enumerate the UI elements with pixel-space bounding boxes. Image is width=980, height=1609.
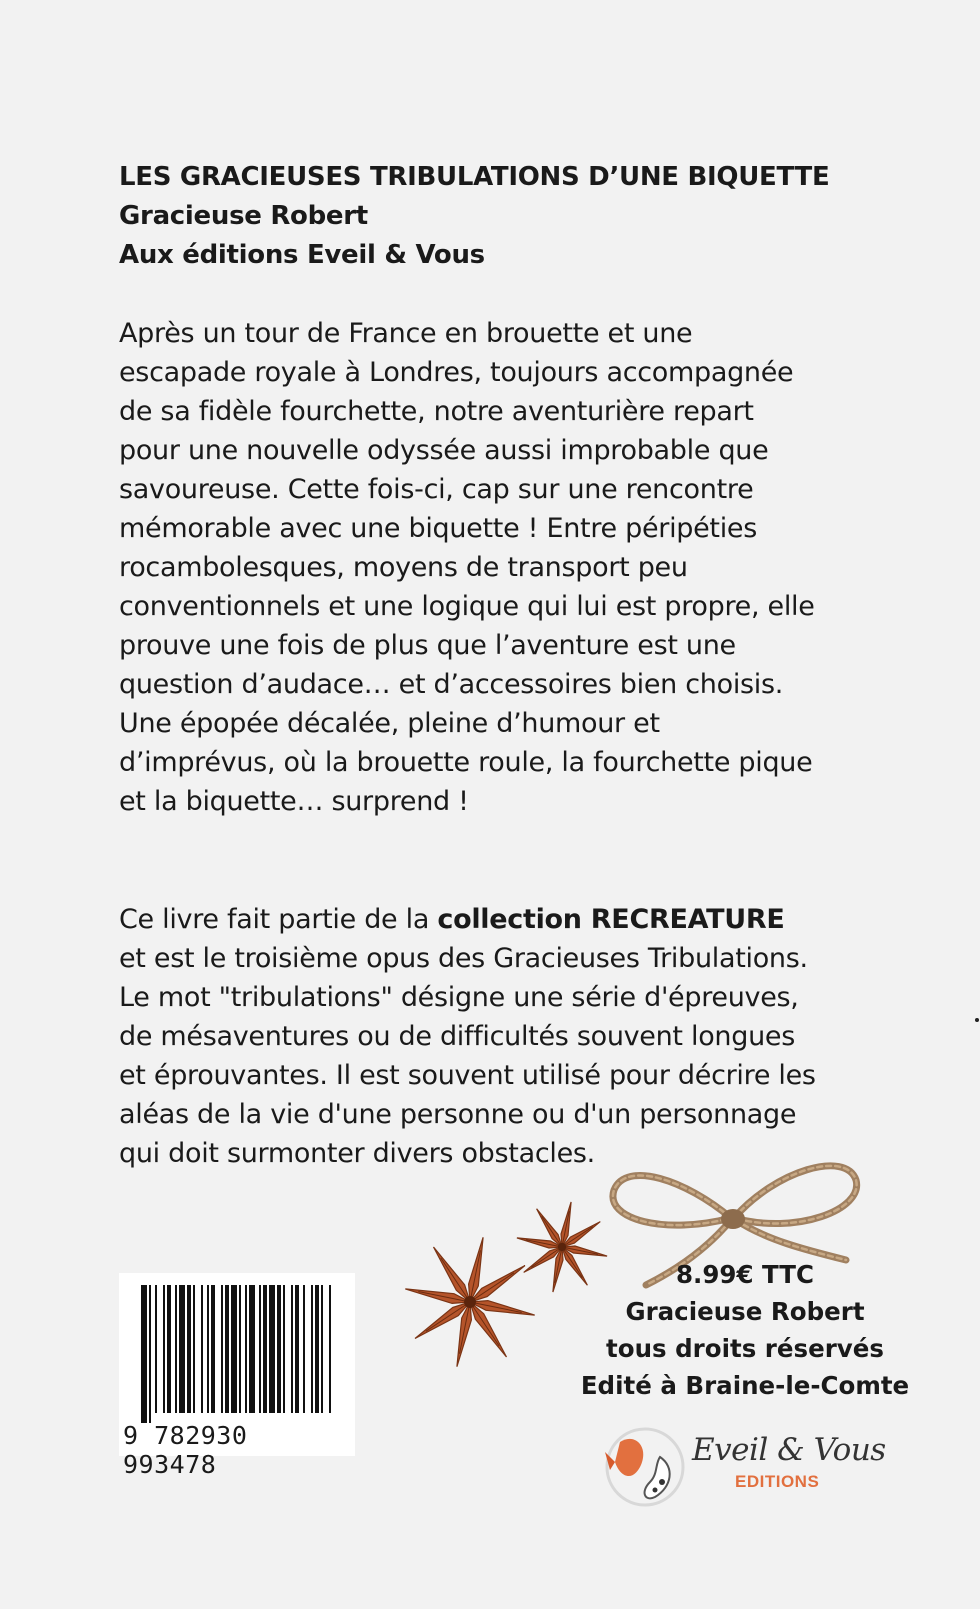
barcode-bar <box>211 1285 215 1413</box>
barcode-bar <box>329 1285 331 1413</box>
book-heading <box>119 158 829 275</box>
barcode-bar <box>245 1285 247 1413</box>
price-info <box>560 1256 930 1404</box>
collection-line: et éprouvantes. Il est souvent utilisé pour décrire les <box>119 1060 816 1091</box>
publish-place: Edité à Braine-le-Comte <box>580 1371 910 1400</box>
collection-line: et est le troisième opus des Gracieuses Tribulations. <box>119 943 808 974</box>
synopsis-line: savoureuse. Cette fois-ci, cap sur une rencontre <box>119 474 754 505</box>
barcode-bar <box>221 1285 223 1413</box>
synopsis-line: question d’audace… et d’accessoires bien choisis. <box>119 669 784 700</box>
price: 8.99€ TTC <box>676 1260 814 1289</box>
isbn-barcode <box>119 1273 355 1479</box>
anise-center <box>464 1296 476 1308</box>
barcode-bar <box>167 1285 171 1413</box>
barcode-bar <box>303 1285 305 1413</box>
barcode-bar <box>239 1285 241 1413</box>
synopsis-line: mémorable avec une biquette ! Entre péripéties <box>119 513 757 544</box>
book-author: Gracieuse Robert <box>119 201 368 231</box>
barcode-bars <box>119 1273 355 1423</box>
publisher-logo <box>600 1422 886 1512</box>
publisher-line: Aux éditions Eveil & Vous <box>119 240 485 270</box>
barcode-bar <box>179 1285 185 1413</box>
collection-first-line <box>119 900 859 939</box>
collection-line: aléas de la vie d'une personne ou d'un personnage <box>119 1099 797 1130</box>
collection-line: qui doit surmonter divers obstacles. <box>119 1138 595 1169</box>
synopsis-line: rocambolesques, moyens de transport peu <box>119 552 688 583</box>
barcode-bar <box>149 1285 151 1423</box>
anise-center <box>558 1243 566 1251</box>
barcode-bar <box>311 1285 313 1413</box>
edge-dot <box>975 1018 979 1022</box>
barcode-bar <box>315 1285 319 1413</box>
synopsis-line: pour une nouvelle odyssée aussi improbable que <box>119 435 769 466</box>
info-author: Gracieuse Robert <box>625 1297 865 1326</box>
collection-line: de mésaventures ou de difficultés souvent longues <box>119 1021 795 1052</box>
synopsis-line: et la biquette… surprend ! <box>119 786 469 817</box>
logo-name: Eveil & Vous <box>692 1432 886 1468</box>
barcode-bar <box>269 1285 275 1413</box>
barcode-bar <box>155 1285 157 1413</box>
rights: tous droits réservés <box>606 1334 884 1363</box>
logo-sub: EDITIONS <box>735 1472 820 1491</box>
synopsis-paragraph <box>119 314 859 821</box>
synopsis-line: escapade royale à Londres, toujours accompagnée <box>119 357 794 388</box>
barcode-bar <box>263 1285 267 1413</box>
synopsis-line: prouve une fois de plus que l’aventure est une <box>119 630 736 661</box>
barcode-bar <box>207 1285 209 1413</box>
collection-intro: Ce livre fait partie de la <box>119 904 438 935</box>
collection-paragraph <box>119 900 859 1173</box>
book-title: LES GRACIEUSES TRIBULATIONS D’UNE BIQUETTE <box>119 162 830 192</box>
synopsis-line: de sa fidèle fourchette, notre aventurière repart <box>119 396 754 427</box>
barcode-bar <box>201 1285 203 1413</box>
collection-name: collection RECREATURE <box>437 904 785 935</box>
barcode-bar <box>187 1285 191 1413</box>
barcode-bar <box>249 1285 255 1413</box>
barcode-bar <box>225 1285 229 1413</box>
synopsis-line: d’imprévus, où la brouette roule, la fourchette pique <box>119 747 813 778</box>
barcode-bar <box>291 1285 293 1413</box>
synopsis-line: Après un tour de France en brouette et une <box>119 318 693 349</box>
koi-fish-icon <box>600 1422 690 1512</box>
barcode-bar <box>259 1285 261 1413</box>
collection-line: Le mot "tribulations" désigne une série d'épreuves, <box>119 982 799 1013</box>
barcode-bar <box>277 1285 281 1413</box>
barcode-bar <box>295 1285 299 1413</box>
synopsis-line: conventionnels et une logique qui lui est propre, elle <box>119 591 815 622</box>
barcode-bar <box>163 1285 165 1413</box>
barcode-bar <box>175 1285 177 1413</box>
barcode-bar <box>283 1285 285 1413</box>
barcode-bar <box>141 1285 147 1423</box>
synopsis-line: Une épopée décalée, pleine d’humour et <box>119 708 660 739</box>
barcode-bar <box>193 1285 195 1413</box>
barcode-bar <box>321 1285 323 1413</box>
barcode-bar <box>231 1285 237 1413</box>
isbn-digits: 9 782930 993478 <box>123 1421 248 1479</box>
